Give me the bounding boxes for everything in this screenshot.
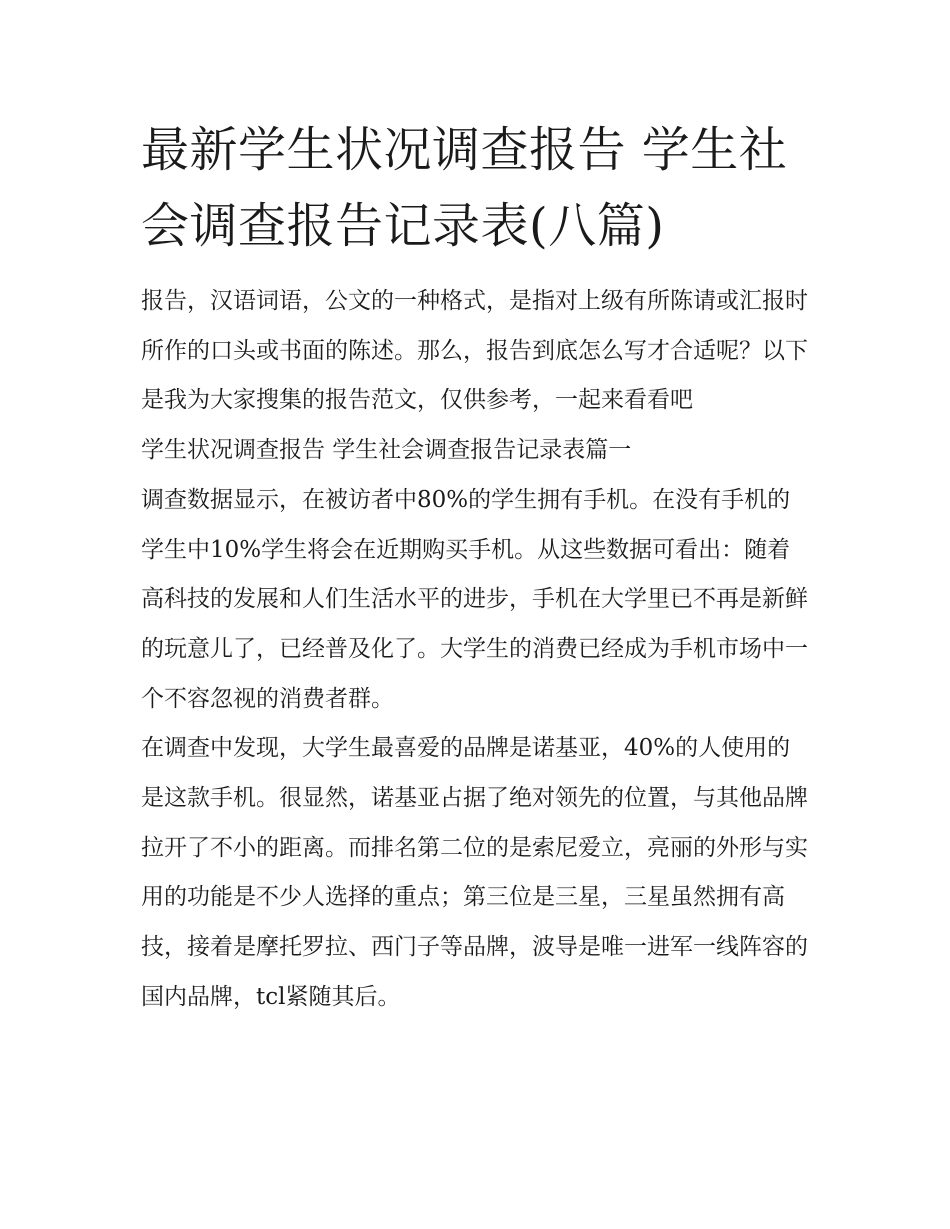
body-paragraph-1: 调查数据显示，在被访者中80%的学生拥有手机。在没有手机的学生中10%学生将会在近期购买手机。从这些数据可看出：随着高科技的发展和人们生活水平的进步，手机在大学里已不再是新鲜的玩意儿了，已经普及化了。大学生的消费已经成为手机市场中一个不容忽视的消费者群。 — [141, 486, 808, 712]
document-page — [141, 112, 813, 1023]
body-paragraph-2: 在调查中发现，大学生最喜爱的品牌是诺基亚，40%的人使用的是这款手机。很显然，诺基亚占据了绝对领先的位置，与其他品牌拉开了不小的距离。而排名第二位的是索尼爱立，亮丽的外形与实用的功能是不少人选择的重点；第三位是三星，三星虽然拥有高技，接着是摩托罗拉、西门子等品牌，波导是唯一进军一线阵容的国内品牌，tcl紧随其后。 — [141, 735, 808, 1010]
intro-paragraph: 报告，汉语词语，公文的一种格式，是指对上级有所陈请或汇报时所作的口头或书面的陈述。那么，报告到底怎么写才合适呢？以下是我为大家搜集的报告范文，仅供参考，一起来看看吧 — [141, 288, 808, 414]
section-heading: 学生状况调查报告 学生社会调查报告记录表篇一 — [141, 437, 632, 464]
document-title: 最新学生状况调查报告 学生社会调查报告记录表(八篇) — [141, 122, 788, 254]
